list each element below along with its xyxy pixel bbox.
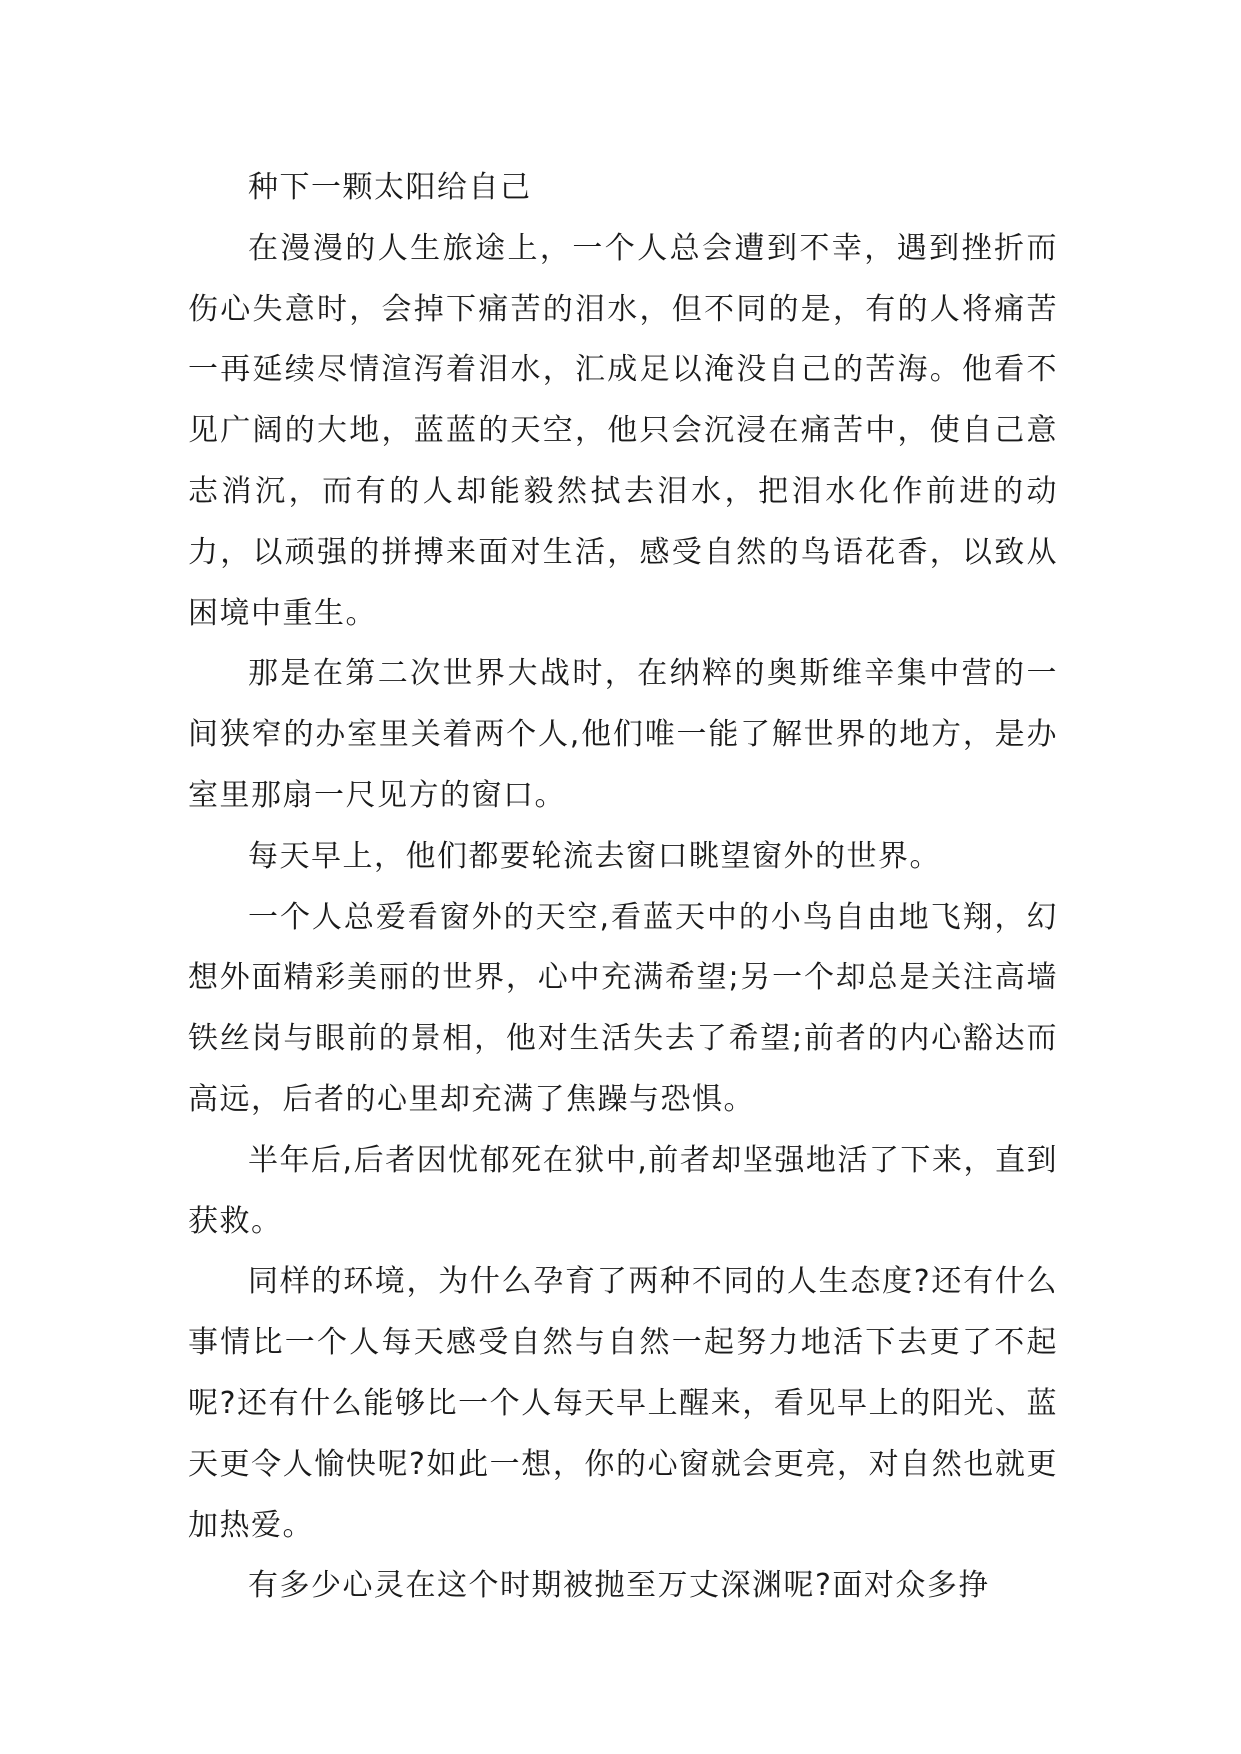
paragraph-4: 一个人总爱看窗外的天空,看蓝天中的小鸟自由地飞翔，幻想外面精彩美丽的世界，心中充满希望;另一个却总是关注高墙铁丝岗与眼前的景相，他对生活失去了希望;前者的内心豁达而高远，后者的心里却充满了焦躁与恐惧。 — [188, 899, 1058, 1117]
paragraph-7: 有多少心灵在这个时期被抛至万丈深渊呢?面对众多挣 — [248, 1568, 990, 1604]
paragraph-5: 半年后,后者因忧郁死在狱中,前者却坚强地活了下来，直到获救。 — [188, 1142, 1058, 1239]
paragraph-3: 每天早上，他们都要轮流去窗口眺望窗外的世界。 — [248, 838, 941, 874]
document-body — [188, 158, 1058, 1617]
paragraph-6: 同样的环境，为什么孕育了两种不同的人生态度?还有什么事情比一个人每天感受自然与自然一起努力地活下去更了不起呢?还有什么能够比一个人每天早上醒来，看见早上的阳光、蓝天更令人愉快呢?如此一想，你的心窗就会更亮，对自然也就更加热爱。 — [188, 1264, 1058, 1543]
paragraph-2: 那是在第二次世界大战时，在纳粹的奥斯维辛集中营的一间狭窄的办室里关着两个人,他们唯一能了解世界的地方，是办室里那扇一尺见方的窗口。 — [188, 656, 1058, 813]
document-title: 种下一颗太阳给自己 — [248, 170, 532, 205]
paragraph-1: 在漫漫的人生旅途上，一个人总会遭到不幸，遇到挫折而伤心失意时，会掉下痛苦的泪水，但不同的是，有的人将痛苦一再延续尽情渲泻着泪水，汇成足以淹没自己的苦海。他看不见广阔的大地，蓝蓝的天空，他只会沉浸在痛苦中，使自己意志消沉，而有的人却能毅然拭去泪水，把泪水化作前进的动力，以顽强的拼搏来面对生活，感受自然的鸟语花香，以致从困境中重生。 — [188, 230, 1058, 631]
